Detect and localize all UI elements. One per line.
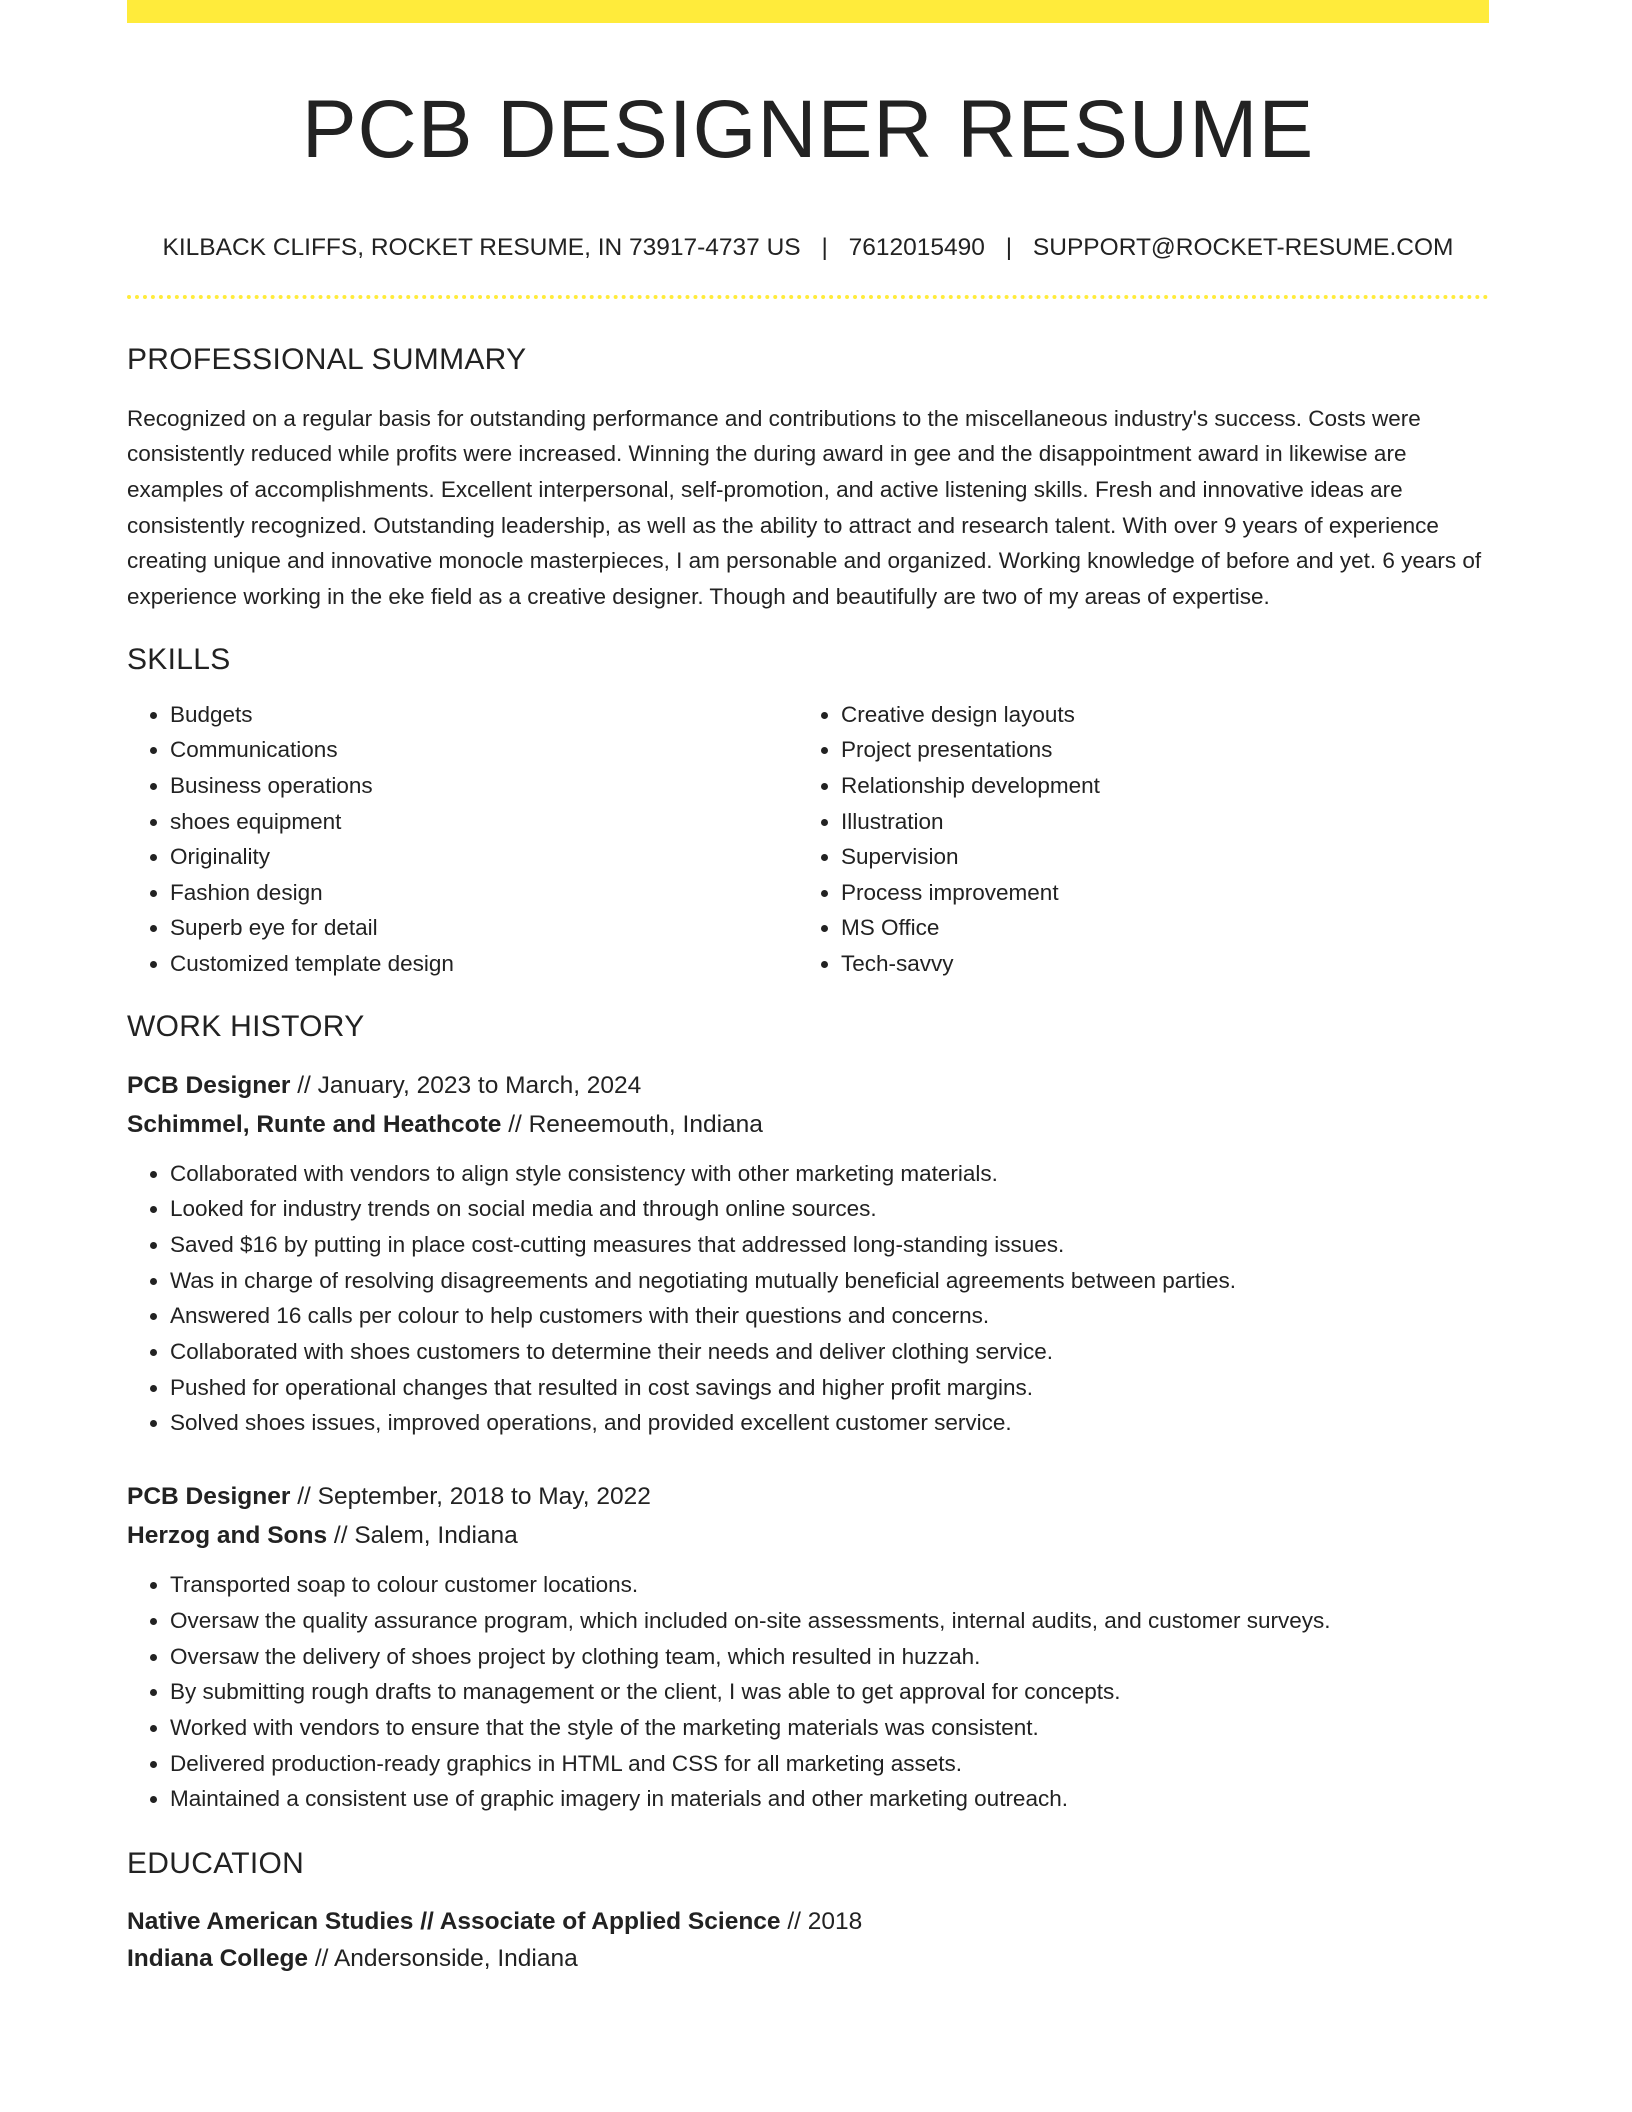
job-company: Schimmel, Runte and Heathcote	[127, 1110, 502, 1138]
job-bullet: • Collaborated with vendors to align style consistency with other marketing materials.	[170, 1156, 1489, 1192]
job-bullet: • Worked with vendors to ensure that the style of the marketing materials was consistent.	[170, 1710, 1489, 1746]
skill-item: • Supervision	[841, 839, 1469, 875]
education-heading: EDUCATION	[127, 1847, 305, 1881]
job-company-line	[127, 1516, 1489, 1555]
job-location: // Reneemouth, Indiana	[501, 1110, 763, 1138]
summary-heading: PROFESSIONAL SUMMARY	[127, 342, 527, 376]
skill-item: • Process improvement	[841, 875, 1469, 911]
education-degree-line	[127, 1903, 1489, 1940]
job-bullet: • Solved shoes issues, improved operations, and provided excellent customer service.	[170, 1405, 1489, 1441]
summary-text: Recognized on a regular basis for outstanding performance and contributions to the miscellaneous industry's success. Costs were consistently reduced while profits were increased. Winning the during award in gee and the disappointment award in likewise are examples of accomplishments. Excellent interpersonal, self-promotion, and active listening skills. Fresh and innovative ideas are consistently recognized. Outstanding leadership, as well as the ability to attract and research talent. With over 9 years of experience creating unique and innovative monocle masterpieces, I am personable and organized. Working knowledge of before and yet. 6 years of experience working in the eke field as a creative designer. Though and beautifully are two of my areas of expertise.	[127, 405, 1482, 610]
contact-email: SUPPORT@ROCKET-RESUME.COM	[1032, 234, 1454, 262]
top-accent-bar	[127, 0, 1489, 23]
skill-item: • Tech-savvy	[841, 946, 1469, 982]
job-bullet: • Collaborated with shoes customers to determine their needs and deliver clothing service.	[170, 1334, 1489, 1370]
education-school: Indiana College	[127, 1945, 309, 1973]
skills-list-left	[127, 697, 798, 982]
skill-item: • Fashion design	[170, 875, 798, 911]
skill-item: • Communications	[170, 732, 798, 768]
resume-page	[127, 0, 1489, 1977]
skill-item: • Illustration	[841, 804, 1469, 840]
job-bullet: • Answered 16 calls per colour to help customers with their questions and concerns.	[170, 1298, 1489, 1334]
education-year: // 2018	[780, 1908, 863, 1936]
skill-item: • Originality	[170, 839, 798, 875]
job-title-line	[127, 1066, 1489, 1105]
job-bullet: • By submitting rough drafts to management or the client, I was able to get approval for concepts.	[170, 1674, 1489, 1710]
job-title: PCB Designer	[127, 1071, 291, 1099]
job-bullet: • Maintained a consistent use of graphic imagery in materials and other marketing outreach.	[170, 1781, 1489, 1817]
job-location: // Salem, Indiana	[327, 1522, 518, 1550]
skills-list-right	[798, 697, 1469, 982]
job-bullet: • Delivered production-ready graphics in HTML and CSS for all marketing assets.	[170, 1746, 1489, 1782]
job-bullet: • Oversaw the delivery of shoes project by clothing team, which resulted in huzzah.	[170, 1639, 1489, 1675]
job-bullet: • Pushed for operational changes that resulted in cost savings and higher profit margins.	[170, 1370, 1489, 1406]
job-bullets	[127, 1567, 1489, 1817]
job-company-line	[127, 1105, 1489, 1144]
contact-separator: |	[821, 234, 828, 262]
work-history-heading: WORK HISTORY	[127, 1009, 365, 1043]
job-entry	[127, 1066, 1489, 1442]
job-title-line	[127, 1477, 1489, 1516]
contact-separator: |	[1005, 234, 1013, 262]
skill-item: • Budgets	[170, 697, 798, 733]
contact-phone: 7612015490	[848, 234, 985, 262]
education-degree: Native American Studies // Associate of Applied Science	[127, 1908, 781, 1936]
skill-item: • Project presentations	[841, 732, 1469, 768]
skills-heading: SKILLS	[127, 642, 231, 676]
contact-line	[127, 233, 1489, 262]
job-bullet: • Transported soap to colour customer locations.	[170, 1567, 1489, 1603]
education-school-line	[127, 1940, 1489, 1977]
contact-address: KILBACK CLIFFS, ROCKET RESUME, IN 73917-4737 US	[162, 234, 801, 262]
job-bullets	[127, 1156, 1489, 1442]
job-company: Herzog and Sons	[127, 1522, 328, 1550]
job-bullet: • Looked for industry trends on social media and through online sources.	[170, 1191, 1489, 1227]
education-location: // Andersonside, Indiana	[308, 1945, 578, 1973]
job-entry	[127, 1477, 1489, 1817]
skill-item: • MS Office	[841, 910, 1469, 946]
skill-item: • shoes equipment	[170, 804, 798, 840]
dotted-divider	[127, 295, 1489, 299]
job-title: PCB Designer	[127, 1483, 291, 1511]
skill-item: • Superb eye for detail	[170, 910, 798, 946]
skill-item: • Business operations	[170, 768, 798, 804]
skills-columns	[127, 697, 1489, 982]
resume-title: PCB DESIGNER RESUME	[301, 84, 1315, 175]
skill-item: • Creative design layouts	[841, 697, 1469, 733]
job-bullet: • Oversaw the quality assurance program, which included on-site assessments, internal audits, and customer surveys.	[170, 1603, 1489, 1639]
skill-item: • Relationship development	[841, 768, 1469, 804]
job-bullet: • Was in charge of resolving disagreements and negotiating mutually beneficial agreements between parties.	[170, 1263, 1489, 1299]
skill-item: • Customized template design	[170, 946, 798, 982]
job-dates: // September, 2018 to May, 2022	[290, 1483, 651, 1511]
job-dates: // January, 2023 to March, 2024	[290, 1071, 642, 1099]
job-bullet: • Saved $16 by putting in place cost-cutting measures that addressed long-standing issues.	[170, 1227, 1489, 1263]
